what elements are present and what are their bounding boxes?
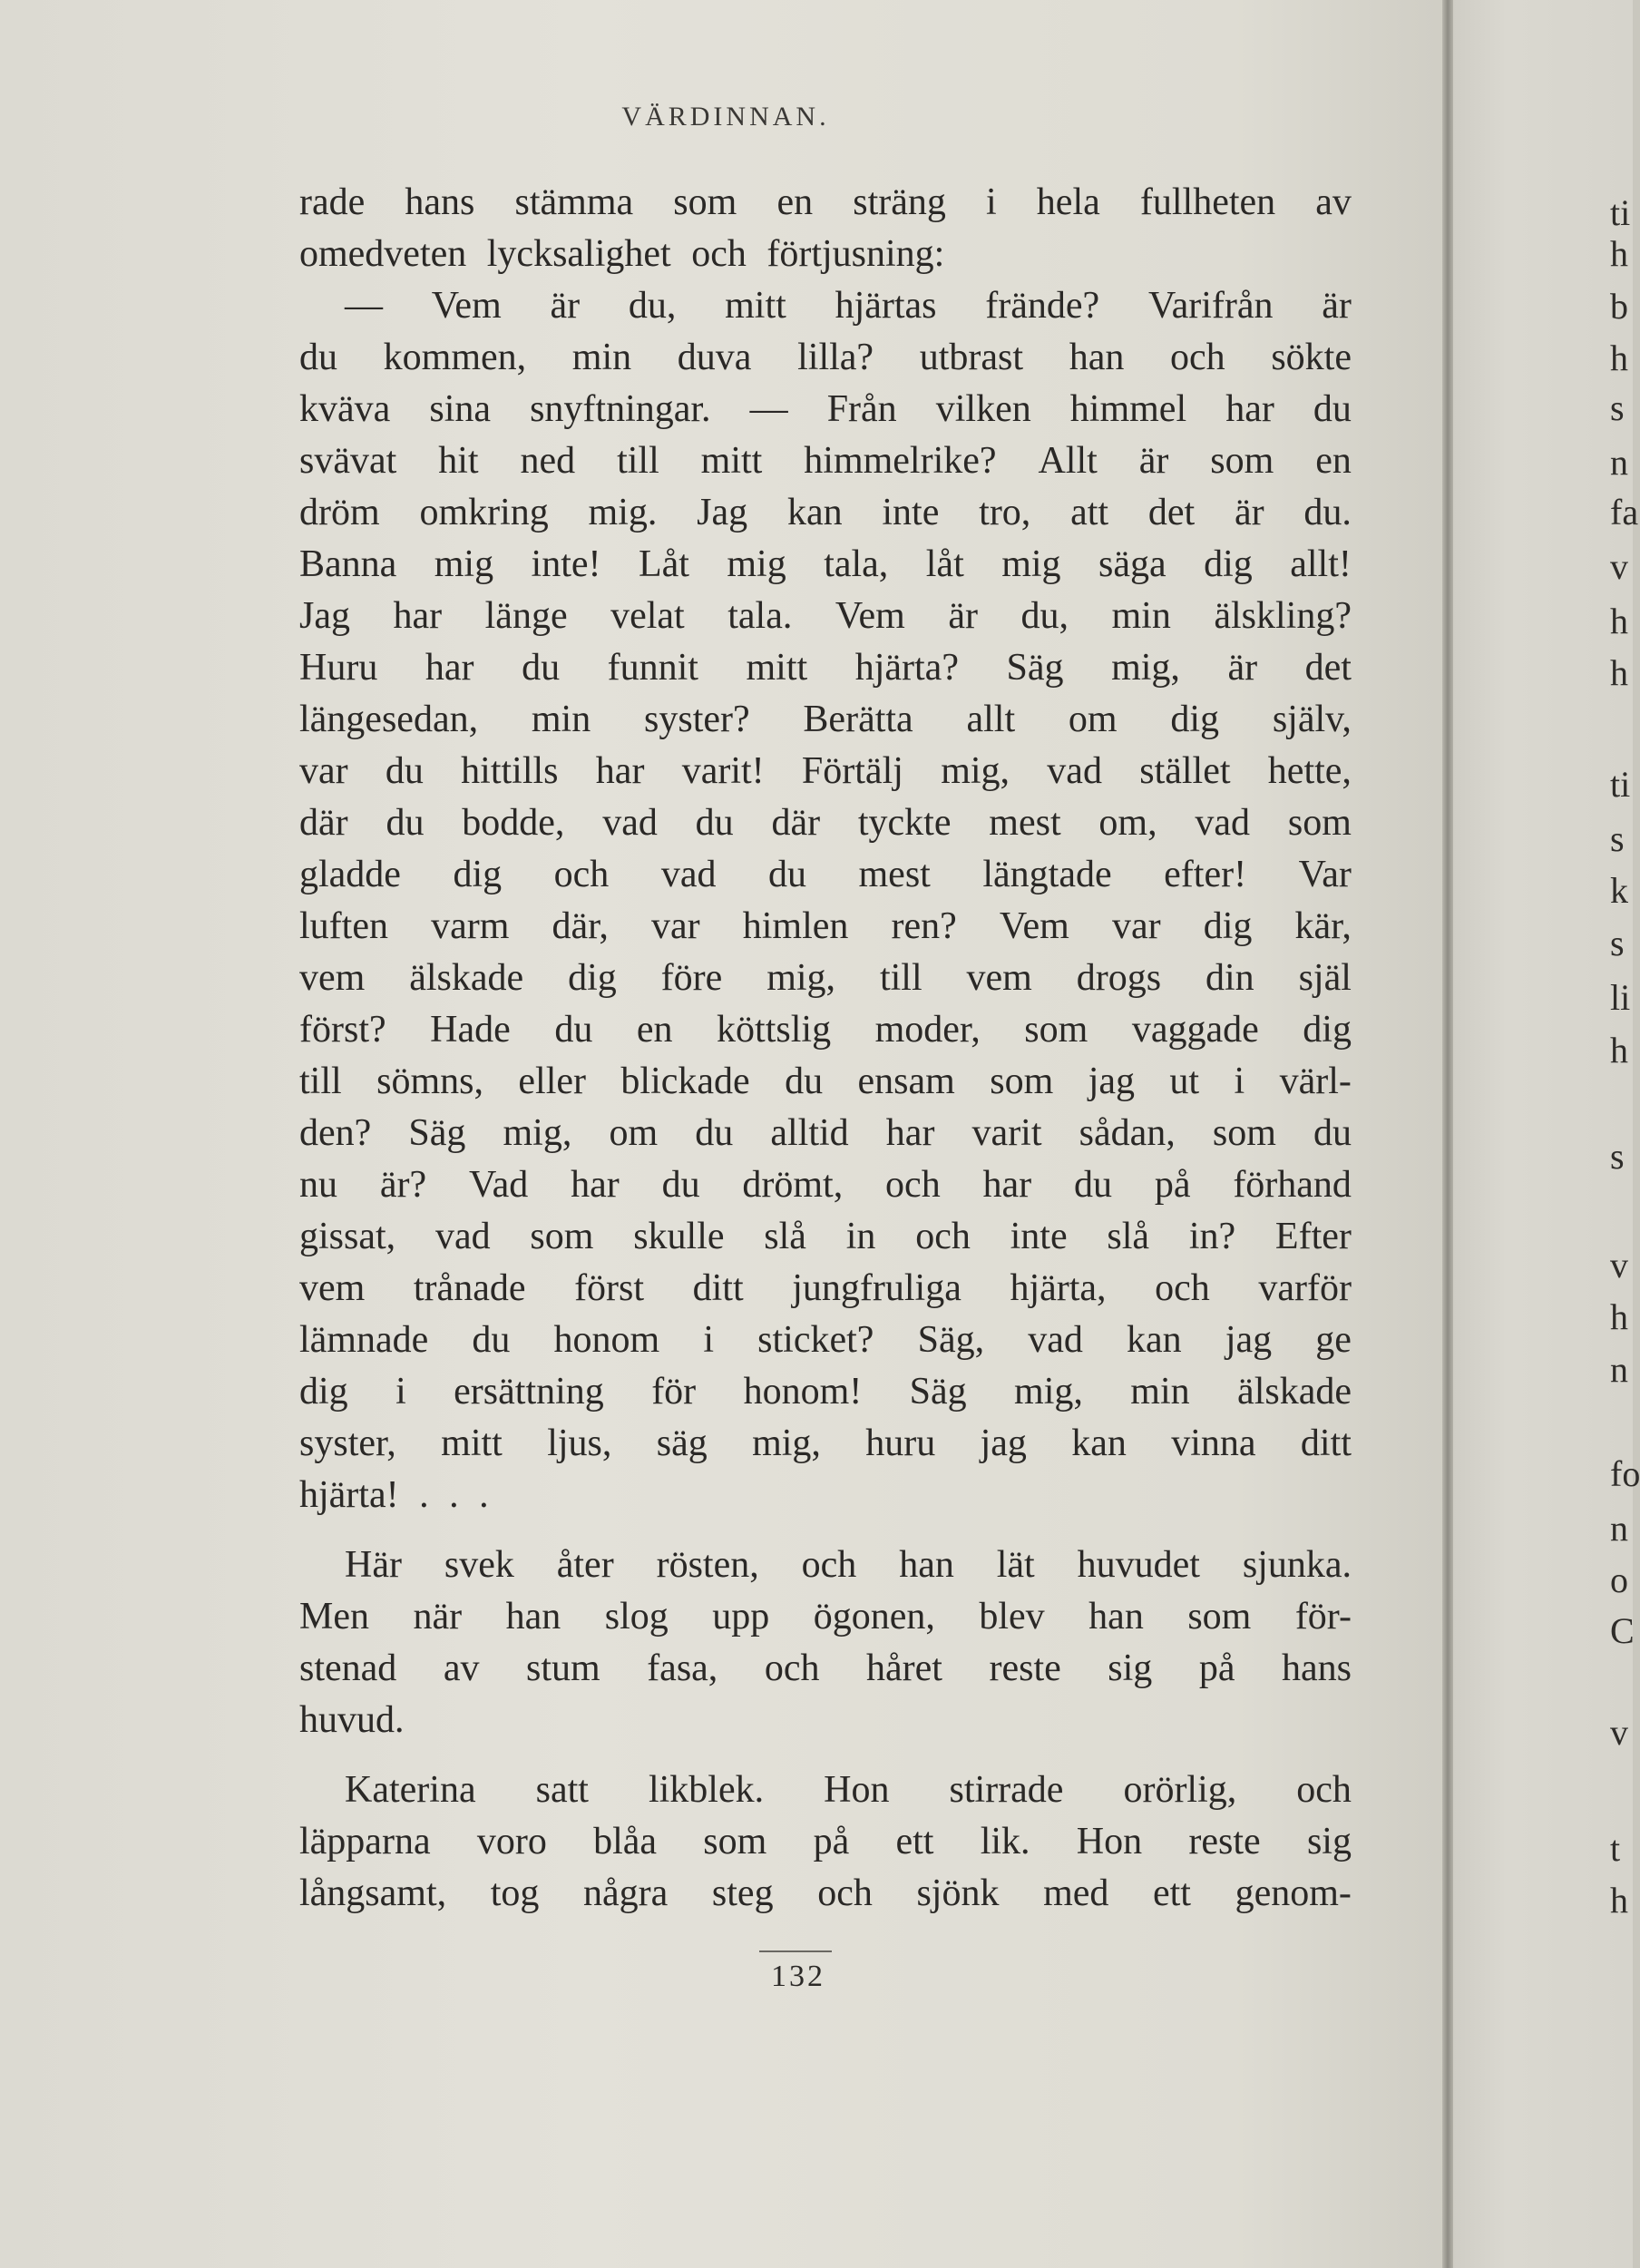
text-line: Men när han slog upp ögonen, blev han som för-: [299, 1596, 1352, 1637]
book-gutter: [1442, 0, 1453, 2268]
facing-page-fragment: b: [1610, 286, 1628, 327]
page-number: 132: [771, 1960, 825, 1993]
facing-page-fragment: h: [1610, 1880, 1628, 1921]
facing-page-fragment: h: [1610, 601, 1628, 641]
text-line: längesedan, min syster? Berätta allt om dig själv,: [299, 699, 1352, 740]
text-line: hjärta! . . .: [299, 1474, 489, 1516]
facing-page: [1453, 0, 1633, 2268]
facing-page-fragment: C: [1610, 1610, 1635, 1651]
text-line: Huru har du funnit mitt hjärta? Säg mig, är det: [299, 647, 1352, 689]
facing-page-fragment: li: [1610, 977, 1631, 1018]
text-line: gissat, vad som skulle slå in och inte slå in? Efter: [299, 1216, 1352, 1257]
text-line: lämnade du honom i sticket? Säg, vad kan jag ge: [299, 1319, 1352, 1361]
text-line: huvud.: [299, 1699, 405, 1741]
facing-page-fragment: v: [1610, 546, 1628, 587]
text-line: långsamt, tog några steg och sjönk med ett genom-: [299, 1872, 1352, 1914]
text-line: vem trånade först ditt jungfruliga hjärta, och varför: [299, 1267, 1352, 1309]
text-line: svävat hit ned till mitt himmelrike? Allt är som en: [299, 440, 1352, 482]
text-line: Katerina satt likblek. Hon stirrade orörlig, och: [345, 1769, 1352, 1811]
facing-page-fragment: s: [1610, 818, 1625, 859]
text-line: luften varm där, var himlen ren? Vem var dig kär,: [299, 905, 1352, 947]
text-line: den? Säg mig, om du alltid har varit sådan, som du: [299, 1112, 1352, 1154]
text-line: omedveten lycksalighet och förtjusning:: [299, 233, 945, 275]
text-line: stenad av stum fasa, och håret reste sig på hans: [299, 1647, 1352, 1689]
facing-page-fragment: h: [1610, 1030, 1628, 1070]
text-line: gladde dig och vad du mest längtade efter! Var: [299, 854, 1352, 895]
running-head: VÄRDINNAN.: [621, 102, 830, 132]
text-line: kväva sina snyftningar. — Från vilken himmel har du: [299, 388, 1352, 430]
facing-page-fragment: ti: [1610, 192, 1631, 233]
text-line: vem älskade dig före mig, till vem drogs din själ: [299, 957, 1352, 999]
text-line: dig i ersättning för honom! Säg mig, min älskade: [299, 1371, 1352, 1413]
facing-page-fragment: h: [1610, 233, 1628, 274]
text-line: Här svek åter rösten, och han lät huvudet sjunka.: [345, 1544, 1352, 1586]
facing-page-fragment: n: [1610, 442, 1628, 483]
text-line: du kommen, min duva lilla? utbrast han och sökte: [299, 337, 1352, 378]
facing-page-text: [1610, 0, 1640, 2268]
text-line: — Vem är du, mitt hjärtas frände? Varifrån är: [345, 285, 1352, 327]
text-line: där du bodde, vad du där tyckte mest om, vad som: [299, 802, 1352, 844]
facing-page-fragment: fo: [1610, 1453, 1640, 1494]
text-line: nu är? Vad har du drömt, och har du på förhand: [299, 1164, 1352, 1206]
facing-page-fragment: h: [1610, 1296, 1628, 1337]
body-text: [299, 177, 1352, 1920]
facing-page-fragment: ti: [1610, 764, 1631, 805]
folio-rule: [759, 1950, 832, 1952]
facing-page-fragment: s: [1610, 1136, 1625, 1177]
facing-page-fragment: h: [1610, 652, 1628, 693]
text-line: läpparna voro blåa som på ett lik. Hon reste sig: [299, 1821, 1352, 1862]
facing-page-fragment: o: [1610, 1559, 1628, 1600]
facing-page-fragment: v: [1610, 1712, 1628, 1753]
text-line: dröm omkring mig. Jag kan inte tro, att det är du.: [299, 492, 1352, 533]
facing-page-fragment: s: [1610, 387, 1625, 428]
facing-page-fragment: k: [1610, 870, 1628, 911]
facing-page-fragment: h: [1610, 337, 1628, 378]
facing-page-fragment: v: [1610, 1245, 1628, 1286]
text-line: var du hittills har varit! Förtälj mig, vad stället hette,: [299, 750, 1352, 792]
facing-page-fragment: n: [1610, 1508, 1628, 1549]
facing-page-fragment: fa: [1610, 492, 1639, 533]
text-line: Jag har länge velat tala. Vem är du, min älskling?: [299, 595, 1352, 637]
facing-page-fragment: t: [1610, 1828, 1621, 1869]
text-line: rade hans stämma som en sträng i hela fullheten av: [299, 181, 1352, 223]
text-line: till sömns, eller blickade du ensam som jag ut i värl-: [299, 1061, 1352, 1102]
text-line: Banna mig inte! Låt mig tala, låt mig säga dig allt!: [299, 543, 1352, 585]
text-line: syster, mitt ljus, säg mig, huru jag kan vinna ditt: [299, 1422, 1352, 1464]
text-line: först? Hade du en köttslig moder, som vaggade dig: [299, 1009, 1352, 1051]
facing-page-fragment: s: [1610, 923, 1625, 963]
facing-page-fragment: n: [1610, 1349, 1628, 1390]
